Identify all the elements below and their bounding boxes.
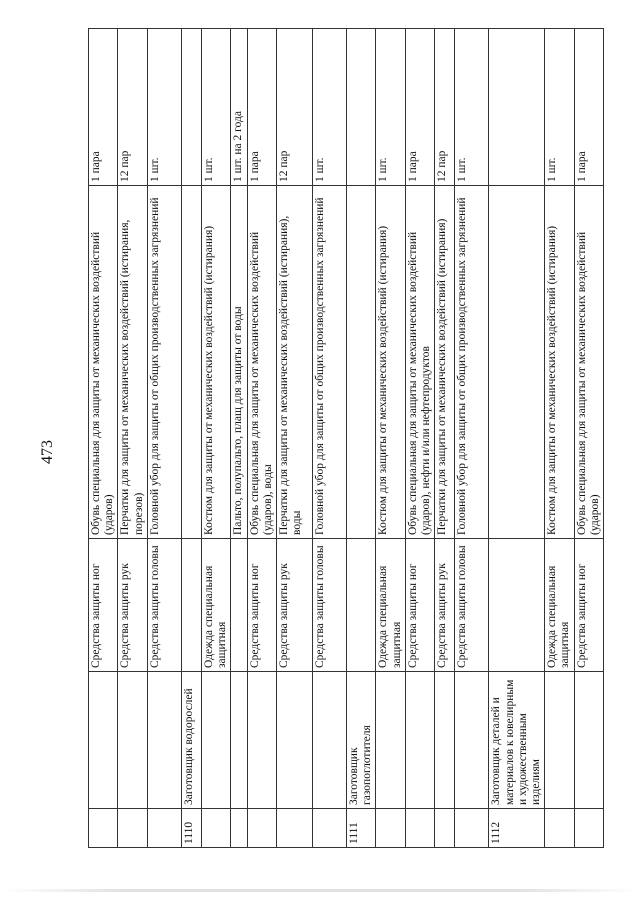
row-number-cell bbox=[574, 809, 603, 848]
issue-norm-cell: 12 пар bbox=[118, 29, 147, 186]
ppe-description-cell: Головной убор для защиты от общих производственных загрязнений bbox=[147, 186, 181, 539]
ppe-category-cell: Средства защиты головы bbox=[312, 539, 346, 672]
ppe-description-cell: Костюм для защиты от механических воздействий (истирания) bbox=[545, 186, 574, 539]
table-row bbox=[405, 29, 434, 848]
ppe-description-cell: Обувь специальная для защиты от механических воздействий (ударов), воды bbox=[247, 186, 276, 539]
table-frame bbox=[88, 64, 601, 848]
profession-cell bbox=[201, 672, 230, 809]
table-row bbox=[489, 29, 545, 848]
row-number-cell bbox=[405, 809, 434, 848]
profession-cell bbox=[247, 672, 276, 809]
profession-cell bbox=[118, 672, 147, 809]
table-row bbox=[181, 29, 201, 848]
profession-cell bbox=[147, 672, 181, 809]
issue-norm-cell: 1 шт. bbox=[376, 29, 405, 186]
row-number-cell bbox=[435, 809, 455, 848]
issue-norm-cell: 1 шт. bbox=[455, 29, 489, 186]
row-number-cell bbox=[147, 809, 181, 848]
issue-norm-cell bbox=[346, 29, 375, 186]
profession-cell: Заготовщик деталей и материалов к ювелирным и художественным изделиям bbox=[489, 672, 545, 809]
row-number-cell bbox=[247, 809, 276, 848]
issue-norm-cell bbox=[181, 29, 201, 186]
table-row bbox=[201, 29, 230, 848]
issue-norm-cell: 1 пара bbox=[574, 29, 603, 186]
ppe-description-cell: Головной убор для защиты от общих производственных загрязнений bbox=[455, 186, 489, 539]
ppe-description-cell: Костюм для защиты от механических воздействий (истирания) bbox=[201, 186, 230, 539]
rotated-table-container bbox=[88, 64, 601, 848]
row-number-cell: 1112 bbox=[489, 809, 545, 848]
issue-norm-cell bbox=[489, 29, 545, 186]
table-row bbox=[276, 29, 312, 848]
profession-cell: Заготовщик газопоглотителя bbox=[346, 672, 375, 809]
row-number-cell: 1111 bbox=[346, 809, 375, 848]
ppe-description-cell: Костюм для защиты от механических воздействий (истирания) bbox=[376, 186, 405, 539]
ppe-description-cell bbox=[346, 186, 375, 539]
ppe-description-cell bbox=[181, 186, 201, 539]
issue-norm-cell: 1 шт. bbox=[201, 29, 230, 186]
row-number-cell bbox=[89, 809, 118, 848]
issue-norm-cell: 12 пар bbox=[435, 29, 455, 186]
ppe-category-cell: Одежда специальная защитная bbox=[201, 539, 230, 672]
ppe-category-cell: Средства защиты ног bbox=[247, 539, 276, 672]
issue-norm-cell: 1 шт. bbox=[147, 29, 181, 186]
table-row bbox=[247, 29, 276, 848]
table-body bbox=[89, 29, 604, 848]
table-row bbox=[435, 29, 455, 848]
ppe-description-cell: Головной убор для защиты от общих производственных загрязнений bbox=[312, 186, 346, 539]
profession-cell bbox=[276, 672, 312, 809]
profession-cell bbox=[231, 672, 247, 809]
issue-norm-cell: 1 пара bbox=[89, 29, 118, 186]
ppe-description-cell: Перчатки для защиты от механических воздействий (истирания), воды bbox=[276, 186, 312, 539]
ppe-description-cell: Обувь специальная для защиты от механических воздействий (ударов) bbox=[574, 186, 603, 539]
issue-norm-cell: 1 шт. bbox=[312, 29, 346, 186]
ppe-category-cell: Средства защиты рук bbox=[276, 539, 312, 672]
issue-norm-cell: 1 шт. bbox=[545, 29, 574, 186]
ppe-category-cell: Одежда специальная защитная bbox=[545, 539, 574, 672]
ppe-category-cell bbox=[346, 539, 375, 672]
ppe-category-cell: Средства защиты ног bbox=[574, 539, 603, 672]
ppe-category-cell: Средства защиты ног bbox=[89, 539, 118, 672]
row-number-cell bbox=[201, 809, 230, 848]
row-number-cell bbox=[376, 809, 405, 848]
ppe-category-cell bbox=[231, 539, 247, 672]
ppe-category-cell: Средства защиты головы bbox=[455, 539, 489, 672]
ppe-category-cell bbox=[181, 539, 201, 672]
row-number-cell bbox=[231, 809, 247, 848]
issue-norm-cell: 1 пара bbox=[247, 29, 276, 186]
table-row bbox=[312, 29, 346, 848]
profession-cell: Заготовщик водорослей bbox=[181, 672, 201, 809]
row-number-cell bbox=[455, 809, 489, 848]
table-row bbox=[118, 29, 147, 848]
row-number-cell: 1110 bbox=[181, 809, 201, 848]
ppe-category-cell: Средства защиты головы bbox=[147, 539, 181, 672]
table-row bbox=[545, 29, 574, 848]
ppe-description-cell: Перчатки для защиты от механических воздействий (истирания, порезов) bbox=[118, 186, 147, 539]
ppe-description-cell: Перчатки для защиты от механических воздействий (истирания) bbox=[435, 186, 455, 539]
profession-cell bbox=[545, 672, 574, 809]
ppe-category-cell: Средства защиты ног bbox=[405, 539, 434, 672]
scan-artifact-line bbox=[0, 889, 640, 892]
ppe-description-cell: Обувь специальная для защиты от механических воздействий (ударов) bbox=[89, 186, 118, 539]
profession-cell bbox=[405, 672, 434, 809]
profession-cell bbox=[89, 672, 118, 809]
row-number-cell bbox=[276, 809, 312, 848]
table-row bbox=[231, 29, 247, 848]
issue-norm-cell: 12 пар bbox=[276, 29, 312, 186]
profession-cell bbox=[312, 672, 346, 809]
ppe-category-cell: Средства защиты рук bbox=[435, 539, 455, 672]
ppe-category-cell: Средства защиты рук bbox=[118, 539, 147, 672]
row-number-cell bbox=[118, 809, 147, 848]
profession-cell bbox=[376, 672, 405, 809]
table-row bbox=[376, 29, 405, 848]
page-number: 473 bbox=[39, 440, 56, 464]
ppe-norms-table bbox=[88, 28, 604, 848]
issue-norm-cell: 1 шт. на 2 года bbox=[231, 29, 247, 186]
row-number-cell bbox=[312, 809, 346, 848]
profession-cell bbox=[435, 672, 455, 809]
table-row bbox=[574, 29, 603, 848]
table-row bbox=[346, 29, 375, 848]
table-row bbox=[147, 29, 181, 848]
row-number-cell bbox=[545, 809, 574, 848]
table-row bbox=[455, 29, 489, 848]
ppe-description-cell: Обувь специальная для защиты от механических воздействий (ударов), нефти и/или нефтепродуктов bbox=[405, 186, 434, 539]
ppe-category-cell bbox=[489, 539, 545, 672]
profession-cell bbox=[574, 672, 603, 809]
issue-norm-cell: 1 пара bbox=[405, 29, 434, 186]
ppe-category-cell: Одежда специальная защитная bbox=[376, 539, 405, 672]
profession-cell bbox=[455, 672, 489, 809]
ppe-description-cell bbox=[489, 186, 545, 539]
table-row bbox=[89, 29, 118, 848]
ppe-description-cell: Пальто, полупальто, плащ для защиты от воды bbox=[231, 186, 247, 539]
